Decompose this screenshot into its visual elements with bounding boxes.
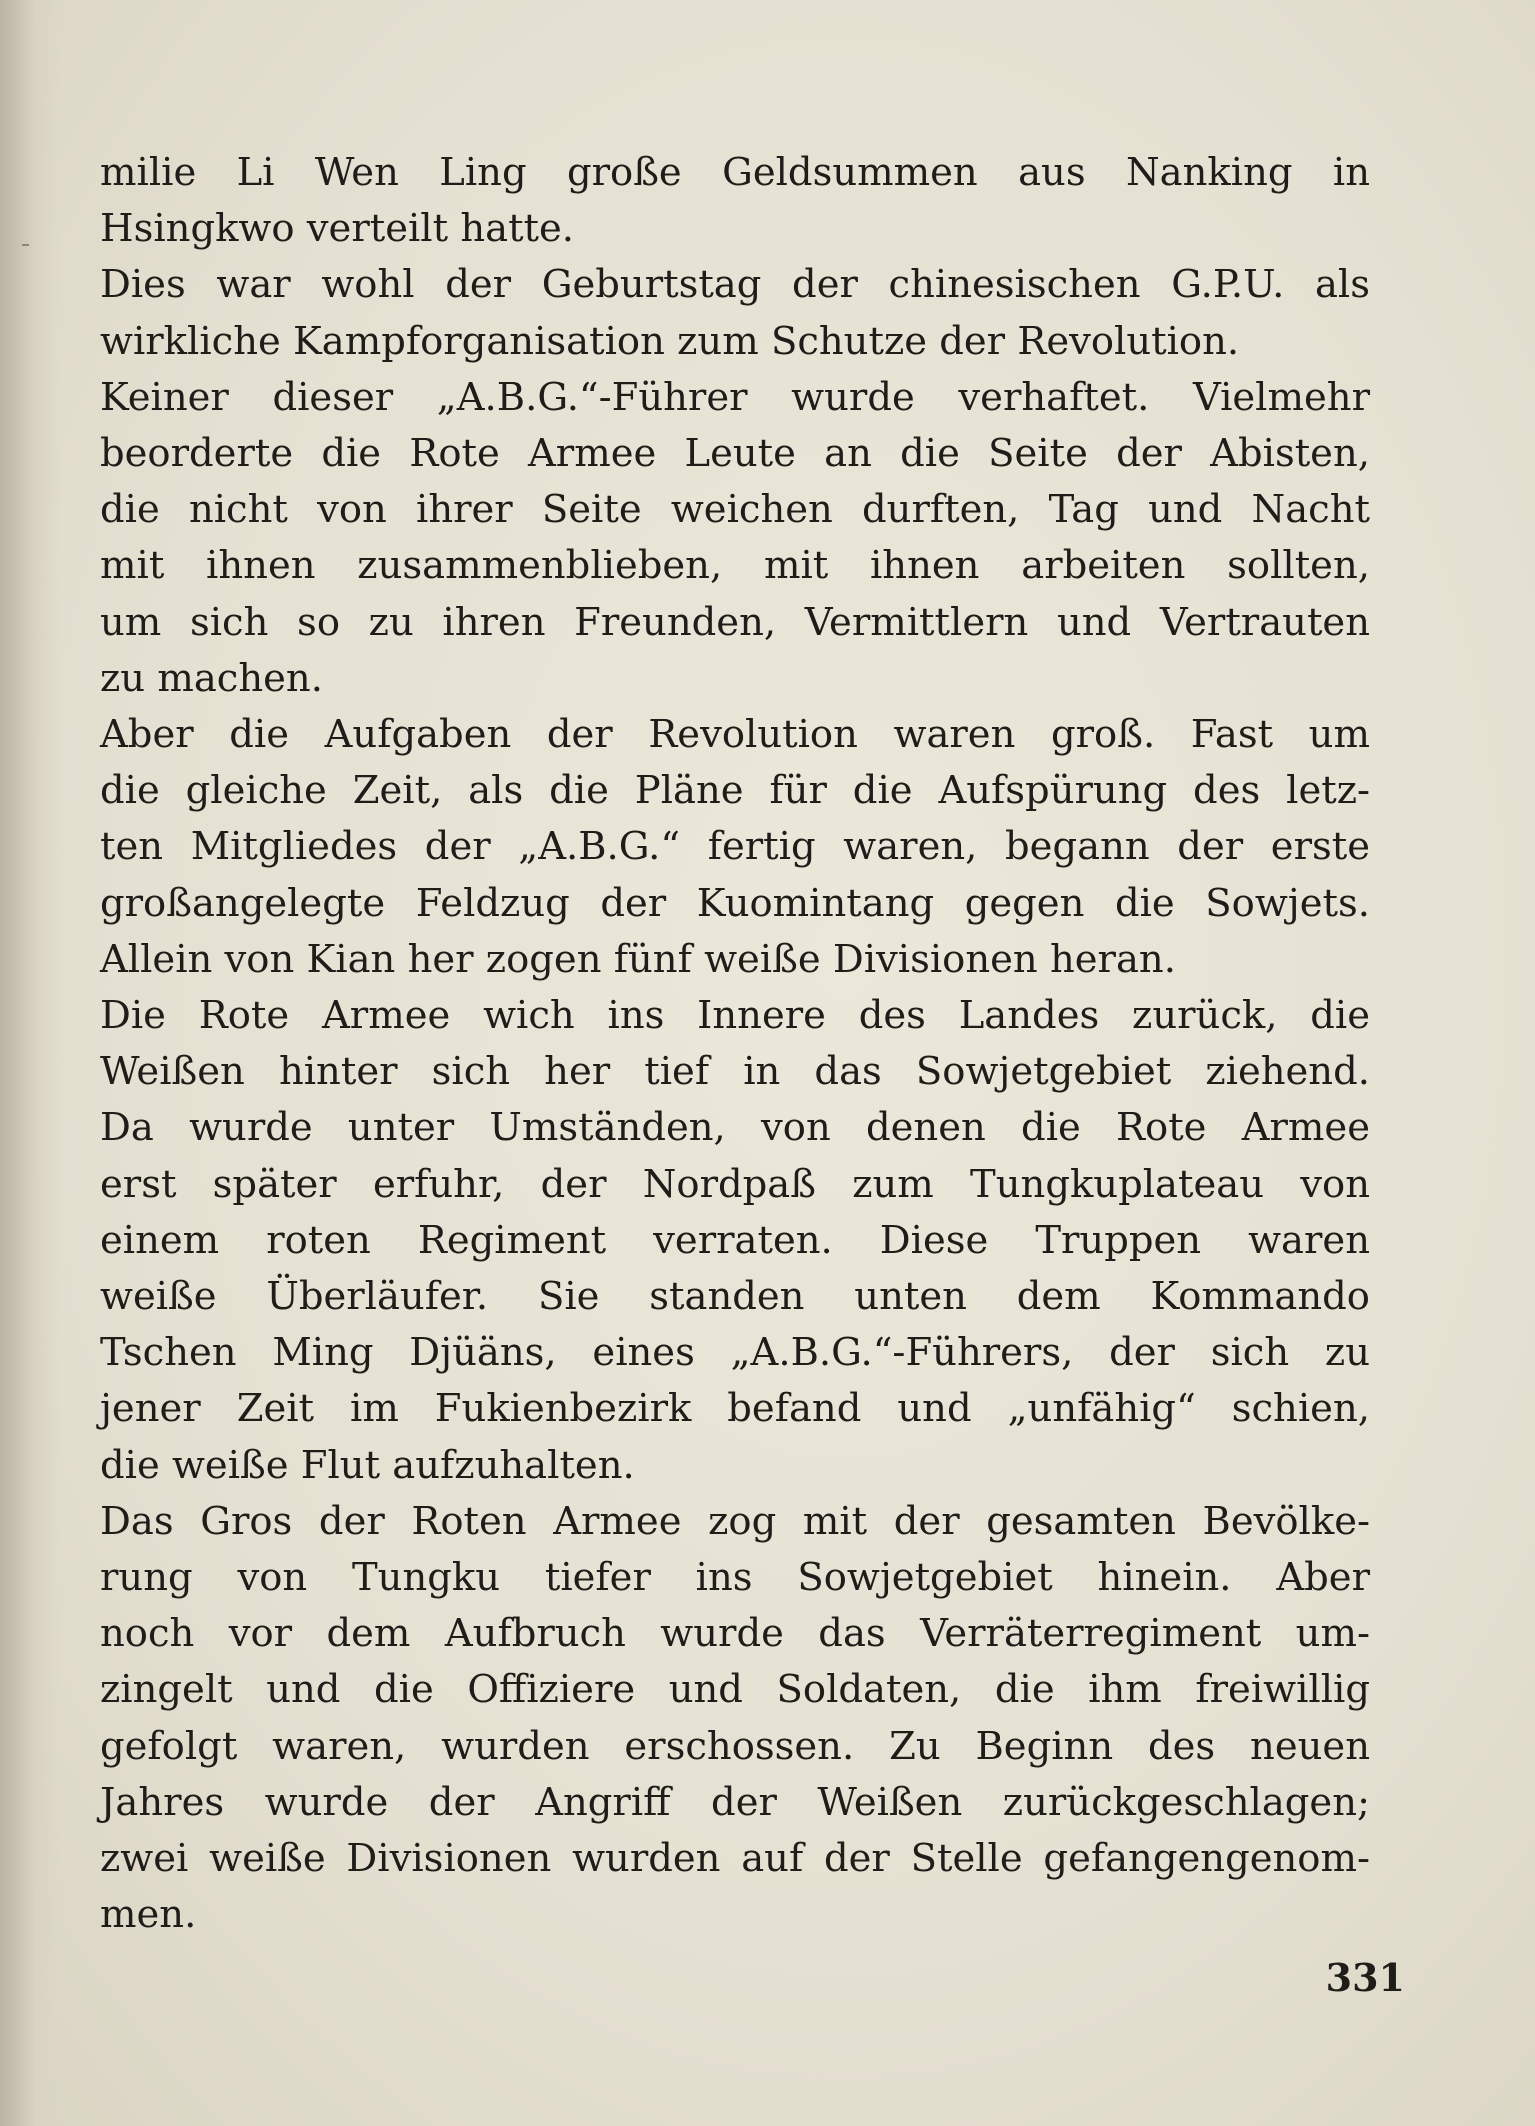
text-line: großangelegte Feldzug der Kuomintang gegen die Sowjets. [100, 880, 1370, 926]
text-line: die gleiche Zeit, als die Pläne für die Aufspürung des letz- [100, 768, 1370, 814]
text-line: Aber die Aufgaben der Revolution waren groß. Fast um [100, 712, 1370, 758]
text-line: noch vor dem Aufbruch wurde das Verräterregiment um- [100, 1611, 1370, 1657]
text-line: einem roten Regiment verraten. Diese Truppen waren [100, 1217, 1370, 1263]
text-line: beorderte die Rote Armee Leute an die Seite der Abisten, [100, 431, 1370, 477]
text-line: Keiner dieser „A.B.G.“-Führer wurde verhaftet. Vielmehr [100, 374, 1370, 420]
text-line: Die Rote Armee wich ins Innere des Landes zurück, die [100, 993, 1370, 1039]
text-line: die weiße Flut aufzuhalten. [100, 1442, 635, 1488]
text-line: Hsingkwo verteilt hatte. [100, 206, 575, 252]
text-line: weiße Überläufer. Sie standen unten dem Kommando [100, 1274, 1370, 1320]
text-line: die nicht von ihrer Seite weichen durften, Tag und Nacht [100, 487, 1370, 533]
text-line: Allein von Kian her zogen fünf weiße Divisionen heran. [100, 936, 1176, 982]
text-line: wirkliche Kampforganisation zum Schutze der Revolution. [100, 318, 1240, 364]
text-line: Da wurde unter Umständen, von denen die Rote Armee [100, 1105, 1370, 1151]
text-line: jener Zeit im Fukienbezirk befand und „unfähig“ schien, [100, 1386, 1370, 1432]
text-line: milie Li Wen Ling große Geldsummen aus Nanking in [100, 150, 1370, 195]
text-line: Tschen Ming Djüäns, eines „A.B.G.“-Führers, der sich zu [100, 1330, 1370, 1376]
text-line: Dies war wohl der Geburtstag der chinesischen G.P.U. als [100, 262, 1370, 308]
text-line: ten Mitgliedes der „A.B.G.“ fertig waren, begann der erste [100, 824, 1370, 870]
text-line: men. [100, 1892, 197, 1938]
text-line: zu machen. [100, 655, 323, 701]
text-line: zingelt und die Offiziere und Soldaten, die ihm freiwillig [100, 1667, 1370, 1713]
text-line: Jahres wurde der Angriff der Weißen zurückgeschlagen; [100, 1779, 1370, 1825]
text-line: um sich so zu ihren Freunden, Vermittlern und Vertrauten [100, 599, 1370, 645]
spine-shadow [0, 0, 60, 2126]
text-line: mit ihnen zusammenblieben, mit ihnen arbeiten sollten, [100, 543, 1370, 589]
page-number: 331 [1325, 1955, 1405, 2000]
text-line: Weißen hinter sich her tief in das Sowjetgebiet ziehend. [100, 1049, 1370, 1095]
text-line: zwei weiße Divisionen wurden auf der Stelle gefangengenom- [100, 1836, 1370, 1882]
body-text [100, 145, 1370, 1944]
text-line: gefolgt waren, wurden erschossen. Zu Beginn des neuen [100, 1723, 1370, 1769]
text-line: rung von Tungku tiefer ins Sowjetgebiet hinein. Aber [100, 1555, 1370, 1601]
margin-mark [22, 244, 29, 246]
text-line: Das Gros der Roten Armee zog mit der gesamten Bevölke- [100, 1498, 1370, 1544]
text-line: erst später erfuhr, der Nordpaß zum Tungkuplateau von [100, 1161, 1370, 1207]
